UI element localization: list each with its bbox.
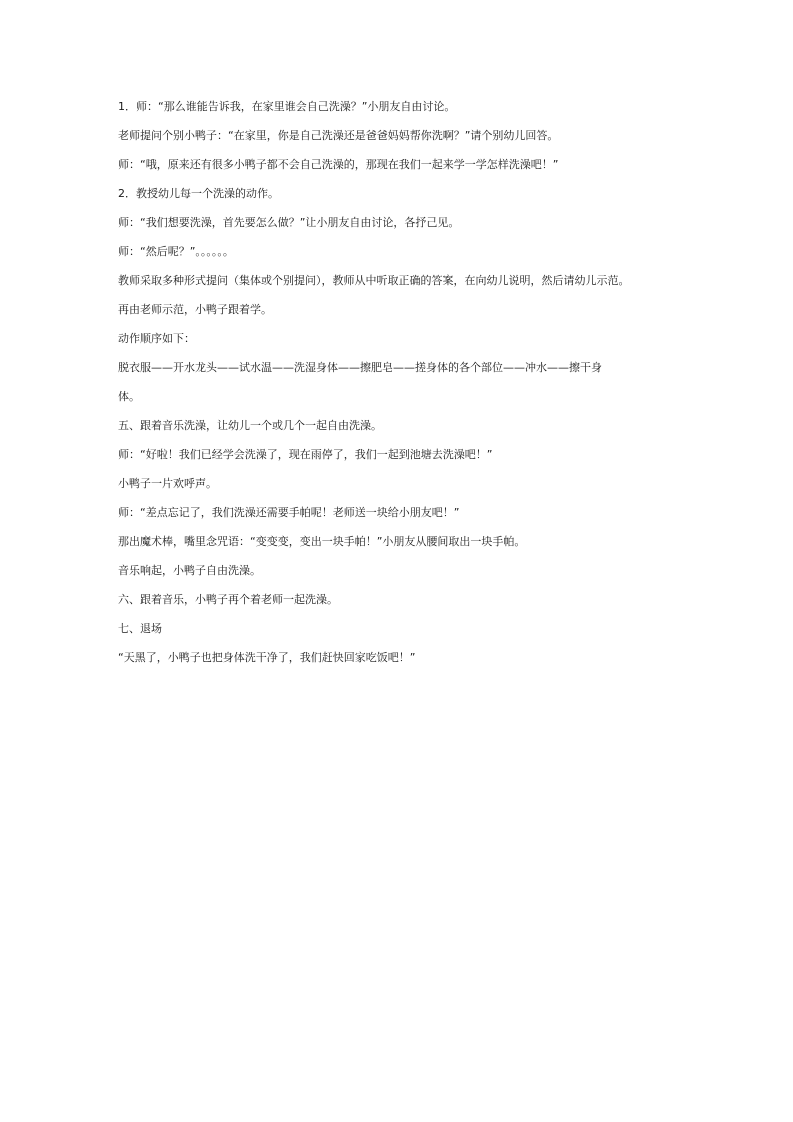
section-heading: 五、跟着音乐洗澡，让幼儿一个或几个一起自由洗澡。 bbox=[118, 419, 382, 432]
paragraph-line: 师：“然后呢？”。。。。。。 bbox=[118, 245, 234, 258]
paragraph-line: 再由老师示范，小鸭子跟着学。 bbox=[118, 303, 272, 316]
paragraph-line: 师：“哦，原来还有很多小鸭子都不会自己洗澡的，那现在我们一起来学一学怎样洗澡吧！” bbox=[118, 158, 559, 171]
paragraph-line: “天黑了，小鸭子也把身体洗干净了，我们赶快回家吃饭吧！” bbox=[118, 651, 416, 664]
paragraph-line: 1．师：“那么谁能告诉我，在家里谁会自己洗澡？”小朋友自由讨论。 bbox=[118, 100, 456, 113]
paragraph-line: 小鸭子一片欢呼声。 bbox=[118, 477, 217, 490]
paragraph-line: 音乐响起，小鸭子自由洗澡。 bbox=[118, 564, 261, 577]
paragraph-line: 那出魔术棒，嘴里念咒语：“变变变，变出一块手帕！”小朋友从腰间取出一块手帕。 bbox=[118, 535, 526, 548]
paragraph-line: 脱衣服——开水龙头——试水温——洗湿身体——擦肥皂——搓身体的各个部位——冲水——擦干身 bbox=[118, 361, 602, 374]
paragraph-line: 动作顺序如下： bbox=[118, 332, 195, 345]
paragraph-line: 师：“好啦！我们已经学会洗澡了，现在雨停了，我们一起到池塘去洗澡吧！” bbox=[118, 448, 493, 461]
paragraph-line: 师：“差点忘记了，我们洗澡还需要手帕呢！老师送一块给小朋友吧！” bbox=[118, 506, 460, 519]
paragraph-line: 体。 bbox=[118, 390, 140, 403]
paragraph-line: 老师提问个别小鸭子：“在家里，你是自己洗澡还是爸爸妈妈帮你洗啊？”请个别幼儿回答。 bbox=[118, 129, 559, 142]
paragraph-line: 2．教授幼儿每一个洗澡的动作。 bbox=[118, 187, 279, 200]
paragraph-line: 师：“我们想要洗澡，首先要怎么做？”让小朋友自由讨论，各抒己见。 bbox=[118, 216, 460, 229]
section-heading: 六、跟着音乐，小鸭子再个着老师一起洗澡。 bbox=[118, 593, 338, 606]
section-heading: 七、退场 bbox=[118, 622, 162, 635]
paragraph-line: 教师采取多种形式提问（集体或个别提问），教师从中听取正确的答案，在向幼儿说明，然后请幼儿示范。 bbox=[118, 274, 630, 287]
document-body bbox=[118, 100, 718, 680]
